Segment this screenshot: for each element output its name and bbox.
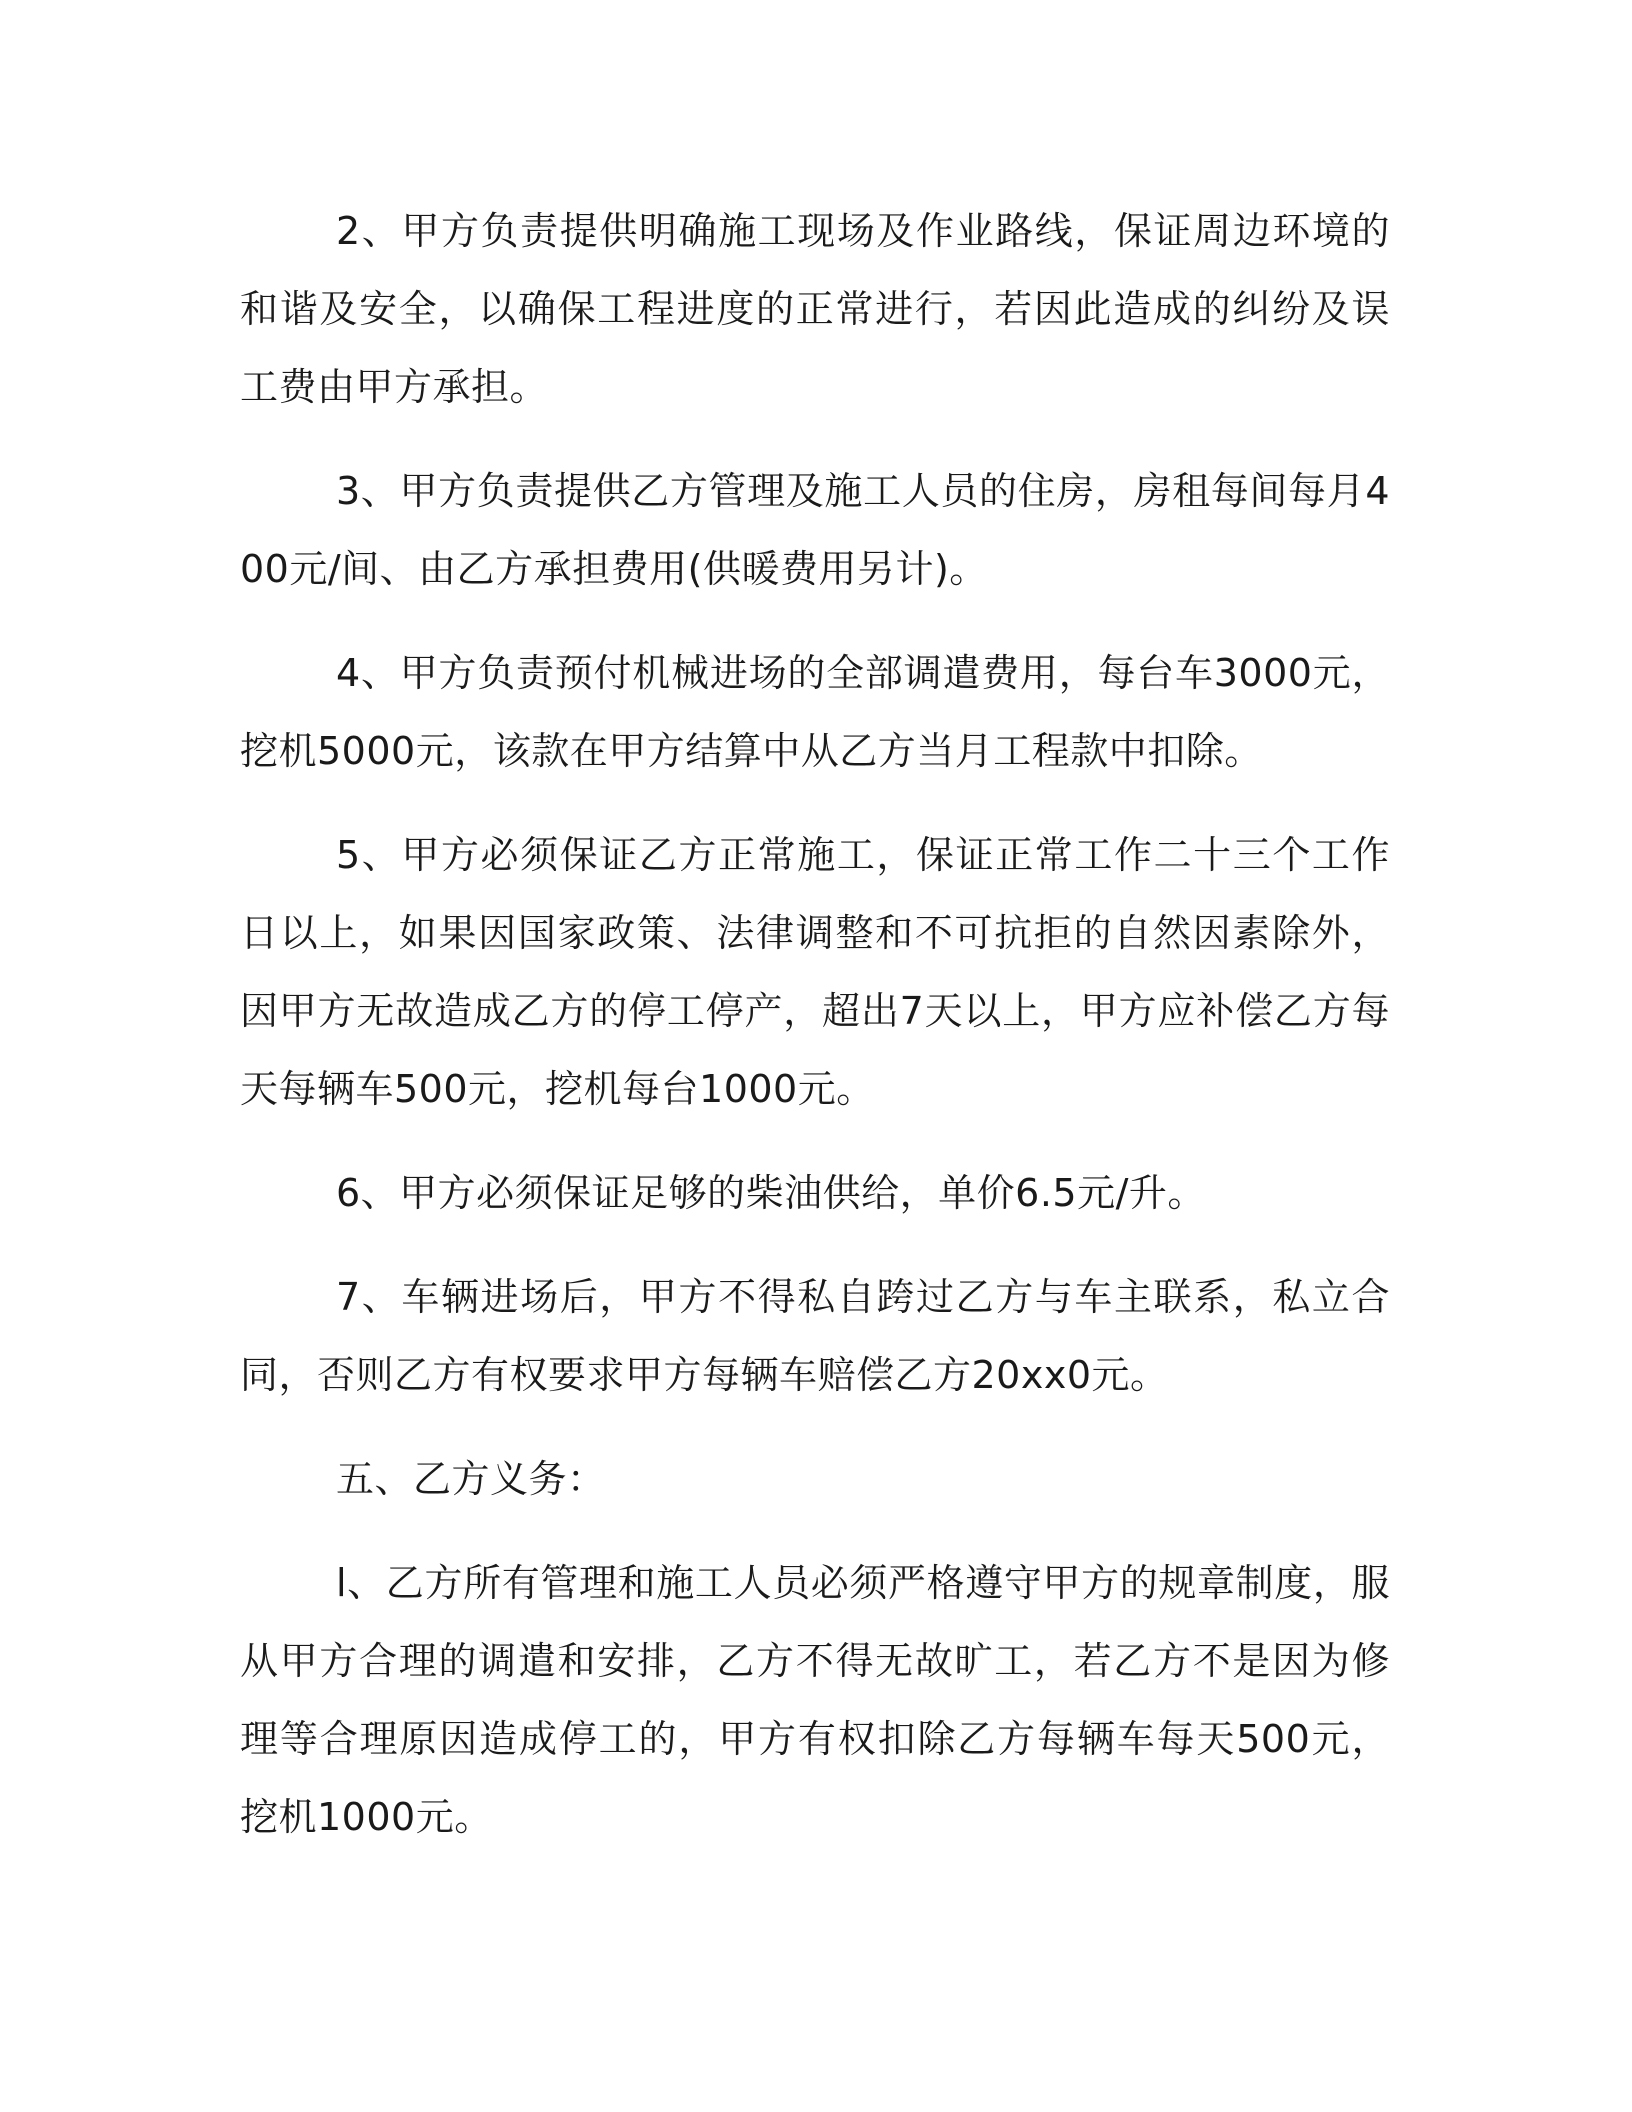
obligation-1-paragraph: l、乙方所有管理和施工人员必须严格遵守甲方的规章制度，服从甲方合理的调遣和安排，乙方不得无故旷工，若乙方不是因为修理等合理原因造成停工的，甲方有权扣除乙方每辆车每天500元，挖机1000元。: [240, 1561, 1390, 1839]
document-body: [240, 192, 1390, 1882]
clause-6-paragraph: 6、甲方必须保证足够的柴油供给，单价6.5元/升。: [336, 1171, 1206, 1215]
clause-2-paragraph: 2、甲方负责提供明确施工现场及作业路线，保证周边环境的和谐及安全，以确保工程进度的正常进行，若因此造成的纠纷及误工费由甲方承担。: [240, 209, 1390, 409]
section-heading: 五、乙方义务：: [336, 1457, 606, 1501]
clause-5-paragraph: 5、甲方必须保证乙方正常施工，保证正常工作二十三个工作日以上，如果因国家政策、法律调整和不可抗拒的自然因素除外，因甲方无故造成乙方的停工停产，超出7天以上，甲方应补偿乙方每天每辆车500元，挖机每台1000元。: [240, 833, 1390, 1111]
clause-7-paragraph: 7、车辆进场后，甲方不得私自跨过乙方与车主联系，私立合同，否则乙方有权要求甲方每辆车赔偿乙方20xx0元。: [240, 1275, 1390, 1397]
clause-3-paragraph: 3、甲方负责提供乙方管理及施工人员的住房，房租每间每月400元/间、由乙方承担费用(供暖费用另计)。: [240, 469, 1390, 591]
clause-4-paragraph: 4、甲方负责预付机械进场的全部调遣费用，每台车3000元，挖机5000元，该款在甲方结算中从乙方当月工程款中扣除。: [240, 651, 1390, 773]
